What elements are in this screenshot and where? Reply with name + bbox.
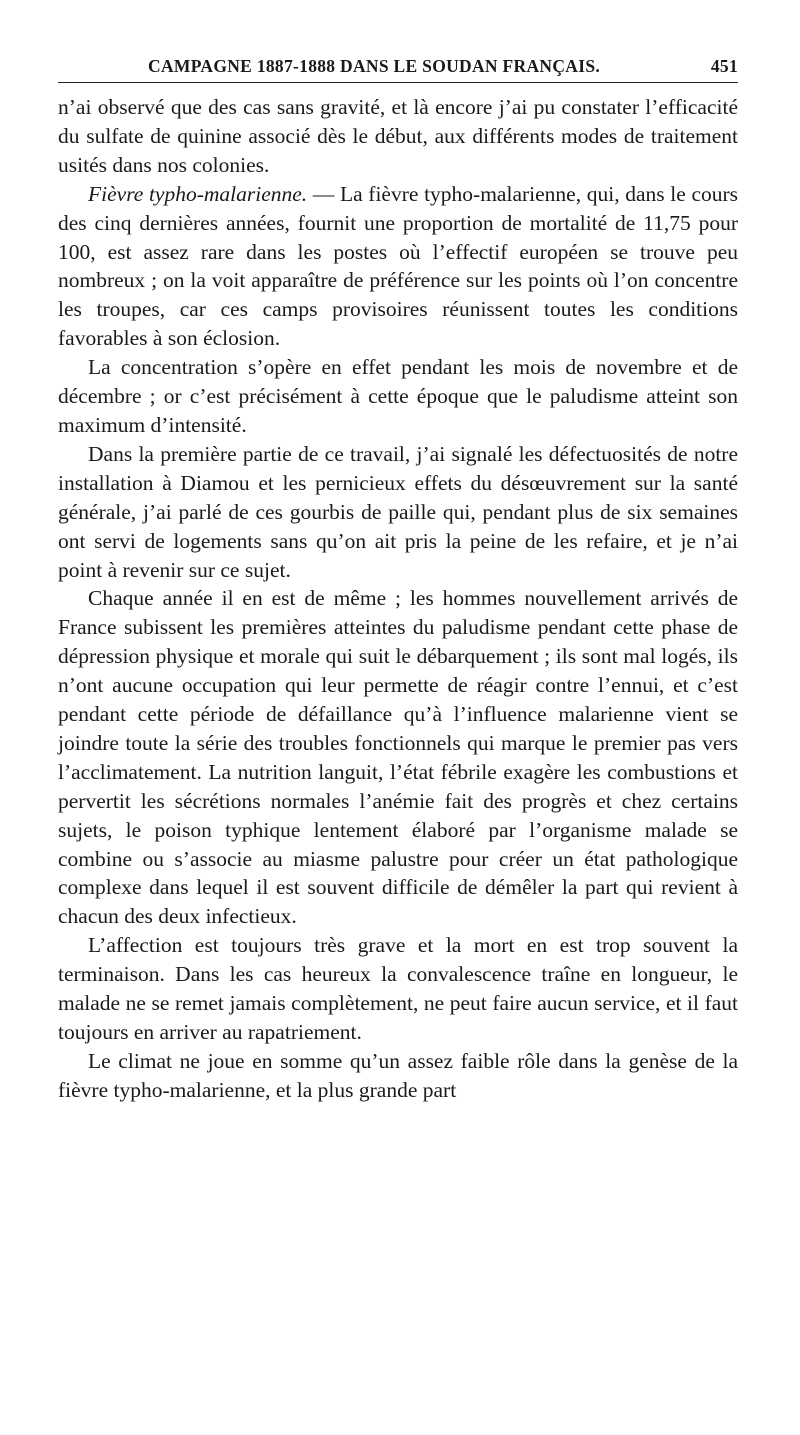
paragraph-typho-malarial-fever [58,180,738,353]
paragraph-text: La concentration s’opère en effet pendant les mois de novembre et de décembre ; or c’est précisément à cette époque que le paludisme atteint son maximum d’intensité. [58,355,738,437]
paragraph-text: Dans la première partie de ce travail, j’ai signalé les défectuosités de notre installation à Diamou et les pernicieux effets du désœuvrement sur la santé générale, j’ai parlé de ces gourbis de paille qui, pendant plus de six semaines ont servi de logements sans qu’on ait pris la peine de les refaire, et je n’ai point à revenir sur ce sujet. [58,441,738,582]
paragraph-each-year [58,584,738,931]
paragraph-climate [58,1047,738,1105]
paragraph-text: Le climat ne joue en somme qu’un assez faible rôle dans la genèse de la fièvre typho-malarienne, et la plus grande part [58,1048,738,1102]
paragraph-text: — La fièvre typho-malarienne, qui, dans le cours des cinq dernières années, fournit une proportion de mortalité de 11,75 pour 100, est assez rare dans les postes où l’effectif européen se trouve peu nombreux ; on la voit apparaître de préférence sur les points où l’on concentre les troupes, car ces camps provisoires réunissent toutes les conditions favorables à son éclosion. [58,181,739,351]
paragraph-diamou-installation [58,440,738,585]
running-head-title: CAMPAGNE 1887-1888 DANS LE SOUDAN FRANÇAIS. [148,56,601,76]
paragraph-concentration [58,353,738,440]
body-text [58,93,738,1105]
paragraph-continuation [58,93,738,180]
paragraph-text: n’ai observé que des cas sans gravité, et là encore j’ai pu constater l’efficacité du sulfate de quinine associé dès le début, aux différents modes de traitement usités dans nos colonies. [58,95,738,177]
paragraph-text: Chaque année il en est de même ; les hommes nouvellement arrivés de France subissent les premières atteintes du paludisme pendant cette phase de dépression physique et morale qui suit le débarquement ; ils sont mal logés, ils n’ont aucune occupation qui leur permette de réagir contre l’ennui, et c’est pendant cette période de défaillance qu’à l’influence malarienne vient se joindre toute la série des troubles fonctionnels qui marque le premier pas vers l’acclimatement. La nutrition languit, l’état fébrile exagère les combustions et pervertit les sécrétions normales l’anémie fait des progrès et chez certains sujets, le poison typhique lentement élaboré par l’organisme malade se combine ou s’associe au miasme palustre pour créer un état pathologique complexe dans lequel il est souvent difficile de démêler la part qui revient à chacun des deux infectieux. [58,586,738,929]
running-head [58,50,738,83]
page-number: 451 [710,56,738,76]
section-run-in-heading: Fièvre typho-malarienne. [88,181,308,206]
paragraph-prognosis [58,931,738,1047]
paragraph-text: L’affection est toujours très grave et la mort en est trop souvent la terminaison. Dans les cas heureux la convalescence traîne en longueur, le malade ne se remet jamais complètement, ne peut faire aucun service, et il faut toujours en arriver au rapatriement. [58,933,738,1044]
